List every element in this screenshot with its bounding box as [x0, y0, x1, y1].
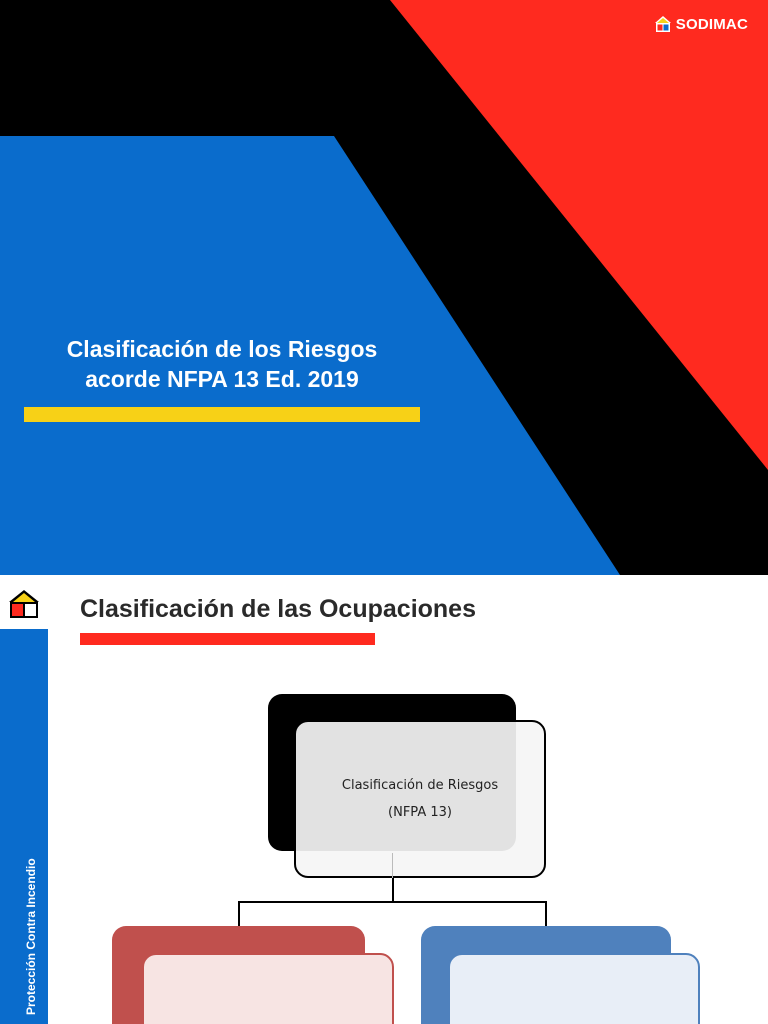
house-icon: [653, 14, 673, 34]
title-underline-bar: [80, 633, 375, 645]
sodimac-logo: [653, 14, 748, 34]
top-box-line-2: (NFPA 13): [388, 805, 452, 820]
house-logo-icon: [7, 588, 41, 620]
brand-name: SODIMAC: [675, 15, 748, 33]
right-box: [448, 953, 700, 1024]
left-box: [142, 953, 394, 1024]
title-line-2: acorde NFPA 13 Ed. 2019: [85, 366, 359, 392]
top-box-clasificacion-riesgos: [294, 720, 546, 878]
connector-left: [238, 901, 240, 926]
content-slide: [0, 575, 768, 1024]
connector-vertical: [392, 878, 394, 902]
title-underline-bar: [24, 407, 420, 422]
connector-inner: [392, 853, 393, 879]
connector-horizontal: [238, 901, 546, 903]
title-line-1: Clasificación de los Riesgos: [66, 336, 378, 362]
side-label: Protección Contra Incendio: [24, 858, 38, 1015]
connector-right: [545, 901, 547, 926]
top-box-line-1: Clasificación de Riesgos: [341, 778, 499, 793]
slide-title: Clasificación de las Ocupaciones: [80, 595, 476, 623]
slide-title: [22, 334, 422, 394]
